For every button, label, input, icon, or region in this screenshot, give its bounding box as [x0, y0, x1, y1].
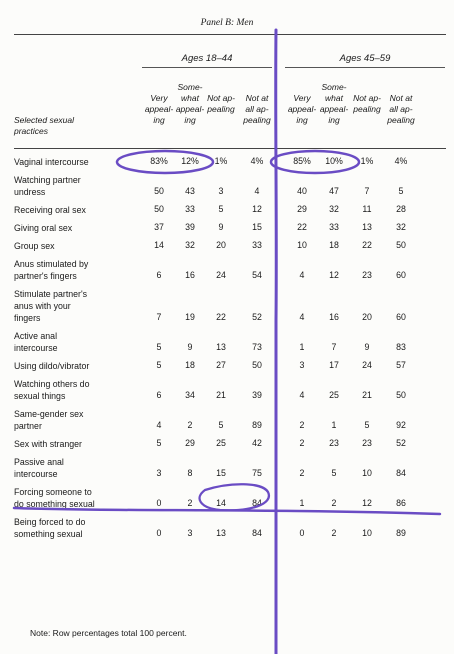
table-cell: 84 [252, 528, 262, 538]
table-cell: 24 [216, 270, 226, 280]
table-cell: 89 [396, 528, 406, 538]
table-cell: 18 [185, 360, 195, 370]
table-cell: 33 [252, 240, 262, 250]
table-cell: 2 [299, 438, 305, 448]
row-label: Vaginal intercourse [14, 157, 89, 167]
table-cell: 40 [297, 186, 307, 196]
column-header: Very appeal- ing [144, 93, 174, 125]
table-cell: 1% [360, 156, 374, 166]
row-label: Using dildo/vibrator [14, 361, 90, 371]
table-cell: 5 [156, 360, 162, 370]
table-cell: 18 [329, 240, 339, 250]
table-cell: 12 [329, 270, 339, 280]
table-cell: 73 [252, 342, 262, 352]
table-cell: 10 [362, 528, 372, 538]
table-cell: 37 [154, 222, 164, 232]
table-cell: 17 [329, 360, 339, 370]
table-cell: 50 [154, 204, 164, 214]
table-cell: 20 [216, 240, 226, 250]
table-cell: 0 [156, 498, 162, 508]
table-cell: 23 [362, 438, 372, 448]
table-cell: 12% [181, 156, 199, 166]
row-label: Active anal intercourse [14, 331, 58, 353]
table-cell: 22 [216, 312, 226, 322]
row-label: Receiving oral sex [14, 205, 86, 215]
table-cell: 89 [252, 420, 262, 430]
table-cell: 83 [396, 342, 406, 352]
age-group-older: Ages 45–59 [339, 53, 391, 64]
table-cell: 5 [398, 186, 404, 196]
table-cell: 27 [216, 360, 226, 370]
table-cell: 33 [185, 204, 195, 214]
table-cell: 0 [299, 528, 305, 538]
pen-vertical-line [276, 30, 277, 654]
table-cell: 50 [396, 390, 406, 400]
table-cell: 84 [252, 498, 262, 508]
table-cell: 23 [362, 270, 372, 280]
row-header-label: Selected sexual practices [14, 115, 75, 136]
table-cell: 4% [250, 156, 264, 166]
table-cell: 2 [299, 468, 305, 478]
table-cell: 13 [362, 222, 372, 232]
table-cell: 2 [331, 528, 337, 538]
table-cell: 14 [216, 498, 226, 508]
table-cell: 21 [362, 390, 372, 400]
row-label: Giving oral sex [14, 223, 73, 233]
table-cell: 50 [396, 240, 406, 250]
age-group-young: Ages 18–44 [181, 53, 233, 64]
table-cell: 52 [396, 438, 406, 448]
table-cell: 5 [156, 342, 162, 352]
table-cell: 0 [156, 528, 162, 538]
table-cell: 19 [185, 312, 195, 322]
table-cell: 85% [293, 156, 311, 166]
table-cell: 9 [364, 342, 370, 352]
table-cell: 1 [299, 342, 305, 352]
column-header: Not at all ap- pealing [387, 93, 415, 125]
table-cell: 1% [214, 156, 228, 166]
table-cell: 10 [297, 240, 307, 250]
row-label: Group sex [14, 241, 55, 251]
table-cell: 10% [325, 156, 343, 166]
table-cell: 2 [187, 420, 193, 430]
table-cell: 9 [187, 342, 193, 352]
table-cell: 6 [156, 390, 162, 400]
table-cell: 60 [396, 312, 406, 322]
table-cell: 8 [187, 468, 193, 478]
table-cell: 32 [185, 240, 195, 250]
table-cell: 47 [329, 186, 339, 196]
table-cell: 1 [331, 420, 337, 430]
row-label: Watching others do sexual things [14, 379, 90, 401]
table-cell: 42 [252, 438, 262, 448]
table-cell: 4 [299, 270, 305, 280]
table-cell: 34 [185, 390, 195, 400]
pen-circle-older-vaginal [271, 151, 359, 173]
table-cell: 22 [362, 240, 372, 250]
row-label: Sex with stranger [14, 439, 82, 449]
table-cell: 60 [396, 270, 406, 280]
table-cell: 22 [297, 222, 307, 232]
table-cell: 2 [331, 498, 337, 508]
table-cell: 15 [216, 468, 226, 478]
row-label: Same-gender sex partner [14, 409, 84, 431]
table-cell: 3 [299, 360, 305, 370]
table-cell: 25 [216, 438, 226, 448]
table-cell: 32 [329, 204, 339, 214]
table-cell: 16 [329, 312, 339, 322]
table-cell: 4 [156, 420, 162, 430]
table-cell: 25 [329, 390, 339, 400]
table-cell: 12 [252, 204, 262, 214]
table-cell: 29 [297, 204, 307, 214]
table-cell: 39 [185, 222, 195, 232]
panel-title: Panel B: Men [200, 18, 254, 28]
table-cell: 5 [218, 204, 224, 214]
table-cell: 28 [396, 204, 406, 214]
table-note: Note: Row percentages total 100 percent. [30, 628, 187, 638]
table-cell: 4 [299, 312, 305, 322]
table-cell: 4 [299, 390, 305, 400]
row-label: Passive anal intercourse [14, 457, 64, 479]
table-cell: 5 [156, 438, 162, 448]
table-cell: 14 [154, 240, 164, 250]
row-label: Stimulate partner's anus with your fingers [14, 289, 88, 323]
table-cell: 23 [329, 438, 339, 448]
table-cell: 84 [396, 468, 406, 478]
table-cell: 4% [394, 156, 408, 166]
table-cell: 3 [187, 528, 193, 538]
table-cell: 2 [187, 498, 193, 508]
table-cell: 1 [299, 498, 305, 508]
table-cell: 20 [362, 312, 372, 322]
table-cell: 15 [252, 222, 262, 232]
table-cell: 13 [216, 342, 226, 352]
table-cell: 83% [150, 156, 168, 166]
table-cell: 10 [362, 468, 372, 478]
table-cell: 39 [252, 390, 262, 400]
table-cell: 54 [252, 270, 262, 280]
table-cell: 32 [396, 222, 406, 232]
table-cell: 13 [216, 528, 226, 538]
table-cell: 43 [185, 186, 195, 196]
table-cell: 11 [362, 204, 372, 214]
table-cell: 50 [154, 186, 164, 196]
table-cell: 86 [396, 498, 406, 508]
table-cell: 24 [362, 360, 372, 370]
column-header: Not ap- pealing [207, 93, 235, 114]
table-cell: 57 [396, 360, 406, 370]
table-cell: 5 [331, 468, 337, 478]
table-cell: 5 [218, 420, 224, 430]
table-cell: 3 [156, 468, 162, 478]
column-header: Some- what appeal- ing [175, 82, 205, 125]
table-cell: 6 [156, 270, 162, 280]
table-cell: 7 [364, 186, 370, 196]
table-cell: 9 [218, 222, 224, 232]
row-label: Anus stimulated by partner's fingers [14, 259, 89, 281]
row-label: Forcing someone to do something sexual [14, 487, 95, 509]
table-cell: 2 [299, 420, 305, 430]
table-cell: 52 [252, 312, 262, 322]
table-cell: 7 [156, 312, 162, 322]
table-cell: 7 [331, 342, 337, 352]
table-cell: 75 [252, 468, 262, 478]
table-cell: 4 [254, 186, 260, 196]
table-cell: 16 [185, 270, 195, 280]
pen-circle-young-vaginal [117, 151, 213, 173]
pen-circle-stranger [200, 484, 269, 510]
table-cell: 3 [218, 186, 224, 196]
table-cell: 92 [396, 420, 406, 430]
table-cell: 33 [329, 222, 339, 232]
table-cell: 29 [185, 438, 195, 448]
column-header: Some- what appeal- ing [319, 82, 349, 125]
table-cell: 12 [362, 498, 372, 508]
column-header: Not ap- pealing [353, 93, 381, 114]
row-label: Being forced to do something sexual [14, 517, 86, 539]
row-label: Watching partner undress [14, 175, 81, 197]
table-cell: 50 [252, 360, 262, 370]
table-cell: 5 [364, 420, 370, 430]
column-header: Very appeal- ing [287, 93, 317, 125]
column-header: Not at all ap- pealing [243, 93, 271, 125]
table-cell: 21 [216, 390, 226, 400]
